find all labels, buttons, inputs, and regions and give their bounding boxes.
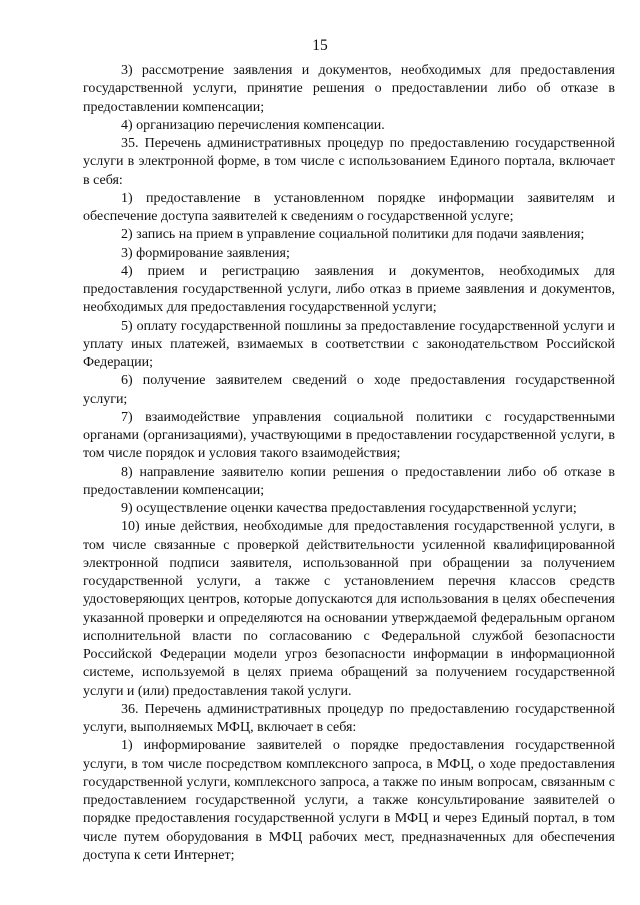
paragraph-35-item-5: 5) оплату государственной пошлины за предоставление государственной услуги и уплату иных платежей, взимаемых в соответствии с законодательством Российской Федерации; — [83, 318, 615, 370]
paragraph-35-item-8: 8) направление заявителю копии решения о предоставлении либо об отказе в предоставлении компенсации; — [83, 464, 615, 498]
paragraph-36-item-1: 1) информирование заявителей о порядке предоставления государственной услуги, в том числе посредством комплексного запроса, в МФЦ, о ходе предоставления государственной услуги, комплексного запроса, а также по иным вопросам, связанным с предоставлением государственной услуги, а также консультирование заявителей о порядке предоставления государственной услуги в МФЦ и через Единый портал, в том числе путем оборудования в МФЦ рабочих мест, предназначенных для обеспечения доступа к сети Интернет; — [83, 738, 615, 863]
paragraph-35-item-9: 9) осуществление оценки качества предоставления государственной услуги; — [121, 501, 577, 516]
paragraph-35-item-4: 4) прием и регистрацию заявления и документов, необходимых для предоставления государственной услуги, либо отказ в приеме заявления и документов, необходимых для предоставления государственной услуги; — [83, 263, 615, 316]
paragraph-35-item-3: 3) формирование заявления; — [121, 245, 290, 261]
document-body — [83, 62, 615, 865]
paragraph-35-item-6: 6) получение заявителем сведений о ходе предоставления государственной услуги; — [83, 373, 615, 407]
paragraph-35-item-7: 7) взаимодействие управления социальной политики с государственными органами (организациями), участвующими в предоставлении государственной услуги, в том числе порядок и условия такого взаимодействия; — [83, 409, 615, 462]
paragraph-item-4: 4) организацию перечисления компенсации. — [121, 117, 385, 133]
paragraph-clause-36: 36. Перечень административных процедур по предоставлению государственной услуги, выполняемых МФЦ, включает в себя: — [83, 701, 615, 735]
paragraph-35-item-1: 1) предоставление в установленном порядке информации заявителям и обеспечение доступа заявителей к сведениям о государственной услуге; — [83, 190, 615, 224]
paragraph-item-3: 3) рассмотрение заявления и документов, необходимых для предоставления государственной услуги, принятие решения о предоставлении либо об отказе в предоставлении компенсации; — [83, 63, 615, 115]
paragraph-35-item-2: 2) запись на прием в управление социальной политики для подачи заявления; — [121, 227, 585, 243]
paragraph-clause-35: 35. Перечень административных процедур по предоставлению государственной услуги в электронной форме, в том числе с использованием Единого портала, включает в себя: — [83, 136, 615, 188]
page-number: 15 — [312, 37, 328, 54]
paragraph-35-item-10: 10) иные действия, необходимые для предоставления государственной услуги, в том числе связанные с проверкой действительности усиленной квалифицированной электронной подписи заявителя, использованной при обращении за получением государственной услуги, а также с установлением перечня классов средств удостоверяющих центров, которые допускаются для использования в целях обеспечения указанной проверки и определяются на основании утверждаемой федеральным органом исполнительной власти по согласованию с Федеральной службой безопасности Российской Федерации модели угроз безопасности информации в информационной системе, используемой в целях приема обращений за получением государственной услуги и (или) предоставления такой услуги. — [83, 519, 615, 699]
